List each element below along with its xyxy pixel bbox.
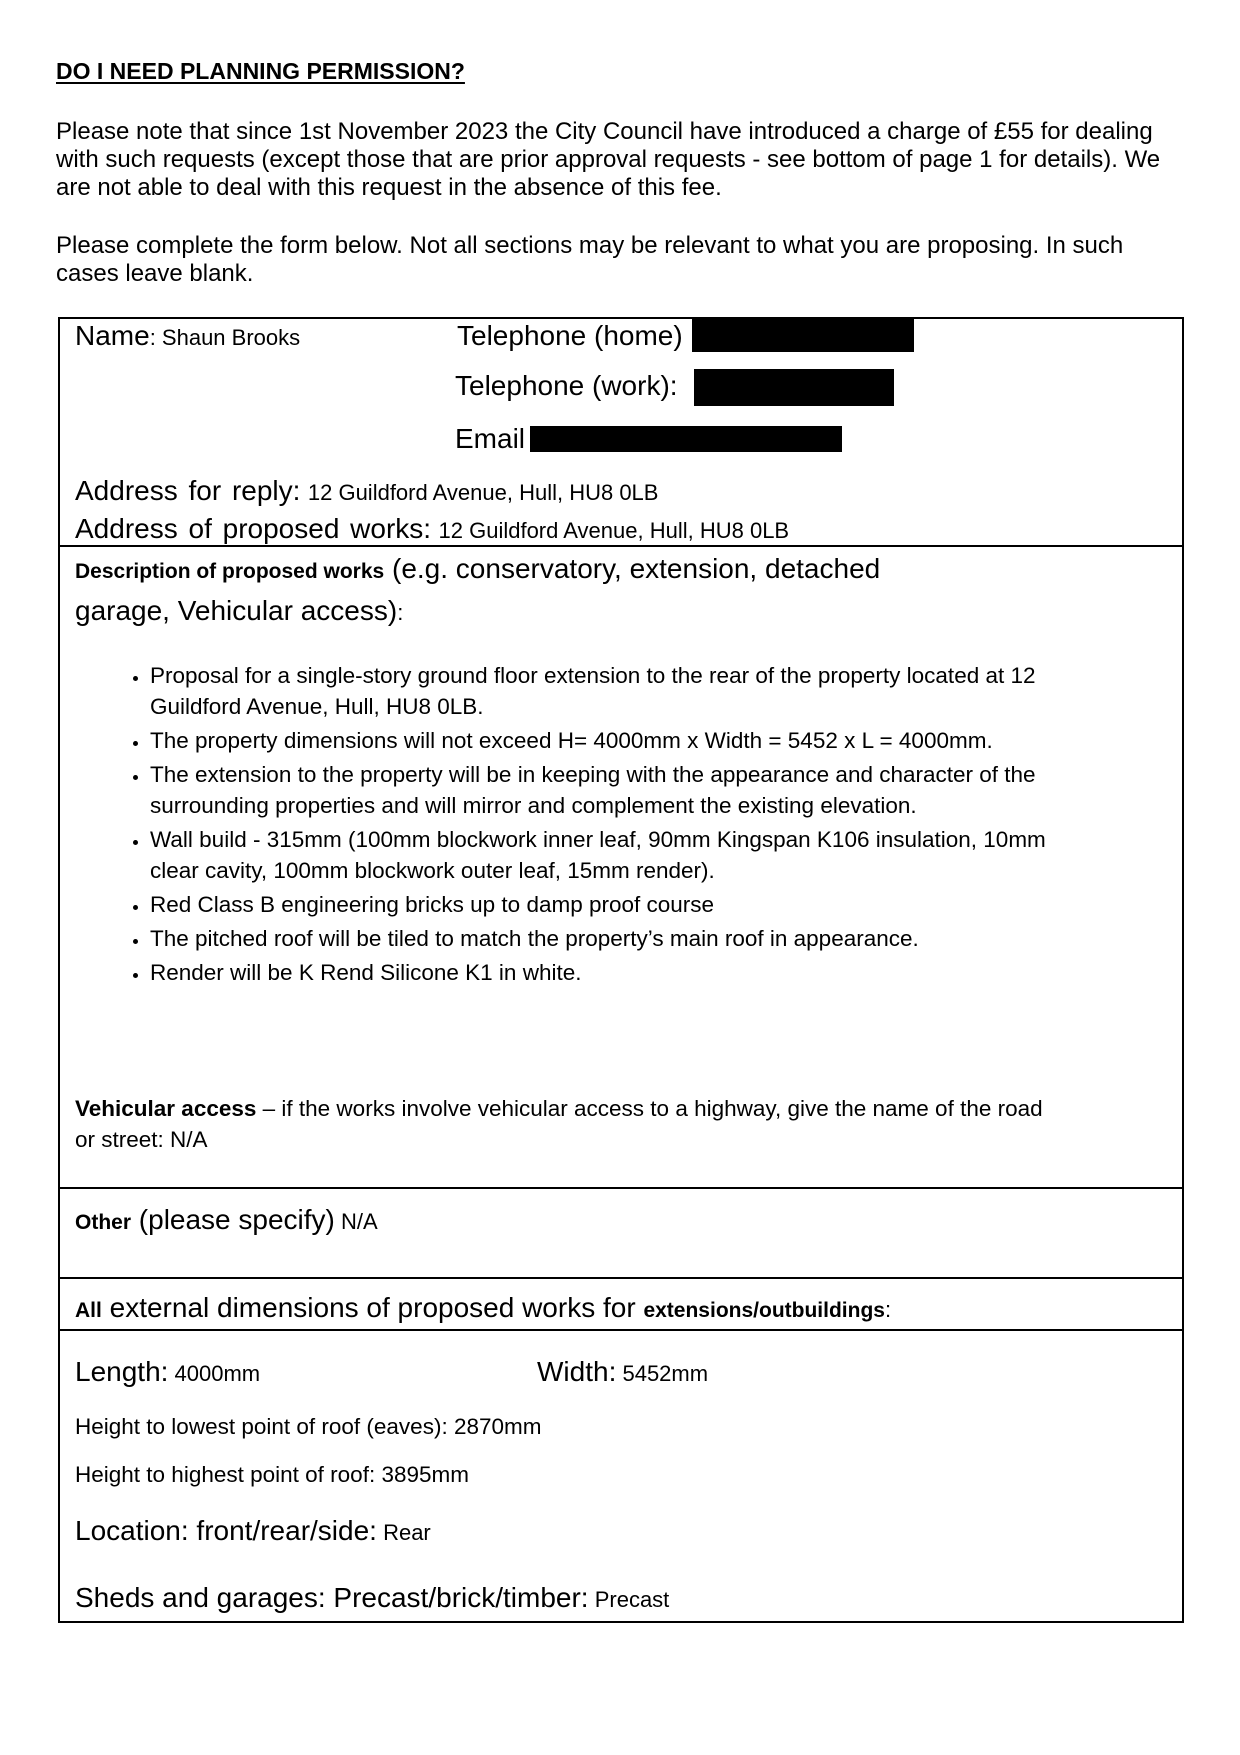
dimensions-header-end: : xyxy=(884,1297,892,1322)
redacted-tel-work xyxy=(694,369,894,406)
vehicular-access xyxy=(75,1093,1055,1155)
length-label: Length: xyxy=(75,1356,169,1387)
length-field xyxy=(75,1356,260,1388)
page-title: DO I NEED PLANNING PERMISSION? xyxy=(56,58,465,84)
redacted-tel-home xyxy=(692,317,914,352)
reply-address-value: 12 Guildford Avenue, Hull, HU8 0LB xyxy=(307,480,659,505)
sheds-value: Precast xyxy=(588,1587,670,1612)
list-item: • The property dimensions will not exceed H= 4000mm x Width = 5452 x L = 4000mm. xyxy=(150,725,1050,756)
location-value: Rear xyxy=(376,1520,431,1545)
instructions-paragraph: Please complete the form below. Not all sections may be relevant to what you are proposing. In such cases leave blank. xyxy=(56,232,1124,287)
description-bullets xyxy=(100,660,1050,991)
other-field xyxy=(75,1204,378,1236)
list-item: • Render will be K Rend Silicone K1 in white. xyxy=(150,957,1050,988)
divider-dimensions-header xyxy=(58,1329,1184,1331)
location-field xyxy=(75,1515,431,1547)
tel-home-label: Telephone (home) xyxy=(457,320,683,351)
dimensions-header-mid: external dimensions of proposed works for xyxy=(101,1292,644,1323)
eaves-height: Height to lowest point of roof (eaves): 2870mm xyxy=(75,1414,542,1439)
width-label: Width: xyxy=(537,1356,617,1387)
list-item: • Red Class B engineering bricks up to damp proof course xyxy=(150,889,1050,920)
other-value: N/A xyxy=(334,1209,378,1234)
other-label-bold: Other xyxy=(75,1211,132,1234)
width-value: 5452mm xyxy=(616,1361,709,1386)
works-address xyxy=(75,513,789,545)
other-label-rest: (please specify) xyxy=(131,1204,335,1235)
description-label xyxy=(75,550,955,634)
works-address-value: 12 Guildford Avenue, Hull, HU8 0LB xyxy=(438,518,790,543)
length-value: 4000mm xyxy=(168,1361,261,1386)
list-item: • The pitched roof will be tiled to match the property’s main roof in appearance. xyxy=(150,923,1050,954)
vehicular-label: Vehicular access xyxy=(75,1096,257,1121)
description-label-colon: : xyxy=(397,600,404,625)
dimensions-header-bold1: All xyxy=(75,1299,102,1322)
email-label: Email xyxy=(455,423,526,454)
highest-height: Height to highest point of roof: 3895mm xyxy=(75,1462,469,1487)
name-value: : Shaun Brooks xyxy=(149,325,301,350)
location-label: Location: front/rear/side: xyxy=(75,1515,377,1546)
list-item: • The extension to the property will be in keeping with the appearance and character of the surrounding properties and will mirror and complement the existing elevation. xyxy=(150,759,1050,821)
name-label: Name xyxy=(75,320,150,351)
reply-address-label: Address for reply: xyxy=(75,475,301,506)
divider-other xyxy=(58,1277,1184,1279)
reply-address xyxy=(75,475,658,507)
divider-contact xyxy=(58,545,1184,547)
redacted-email xyxy=(530,426,842,452)
divider-description xyxy=(58,1187,1184,1189)
works-address-label: Address of proposed works: xyxy=(75,513,432,544)
dimensions-header-bold2: extensions/outbuildings xyxy=(643,1299,885,1322)
description-label-rest: (e.g. conservatory, extension, detached garage, Vehicular access) xyxy=(75,553,881,626)
list-item: • Proposal for a single-story ground floor extension to the rear of the property located at 12 Guildford Avenue, Hull, HU8 0LB. xyxy=(150,660,1050,722)
sheds-field xyxy=(75,1582,669,1614)
tel-work-label: Telephone (work): xyxy=(455,370,678,401)
width-field xyxy=(537,1356,708,1388)
description-label-bold: Description of proposed works xyxy=(75,560,385,583)
list-item: • Wall build - 315mm (100mm blockwork inner leaf, 90mm Kingspan K106 insulation, 10mm clear cavity, 100mm blockwork outer leaf, 15mm render). xyxy=(150,824,1050,886)
intro-paragraph: Please note that since 1st November 2023 the City Council have introduced a charge of £55 for dealing with such requests (except those that are prior approval requests - see bottom of page 1 for details). We are not able to deal with this request in the absence of this fee. xyxy=(56,118,1161,201)
vehicular-text: – if the works involve vehicular access to a highway, give the name of the road or street: N/A xyxy=(75,1096,1043,1152)
dimensions-header xyxy=(75,1292,891,1324)
name-field xyxy=(75,320,300,352)
sheds-label: Sheds and garages: Precast/brick/timber: xyxy=(75,1582,589,1613)
